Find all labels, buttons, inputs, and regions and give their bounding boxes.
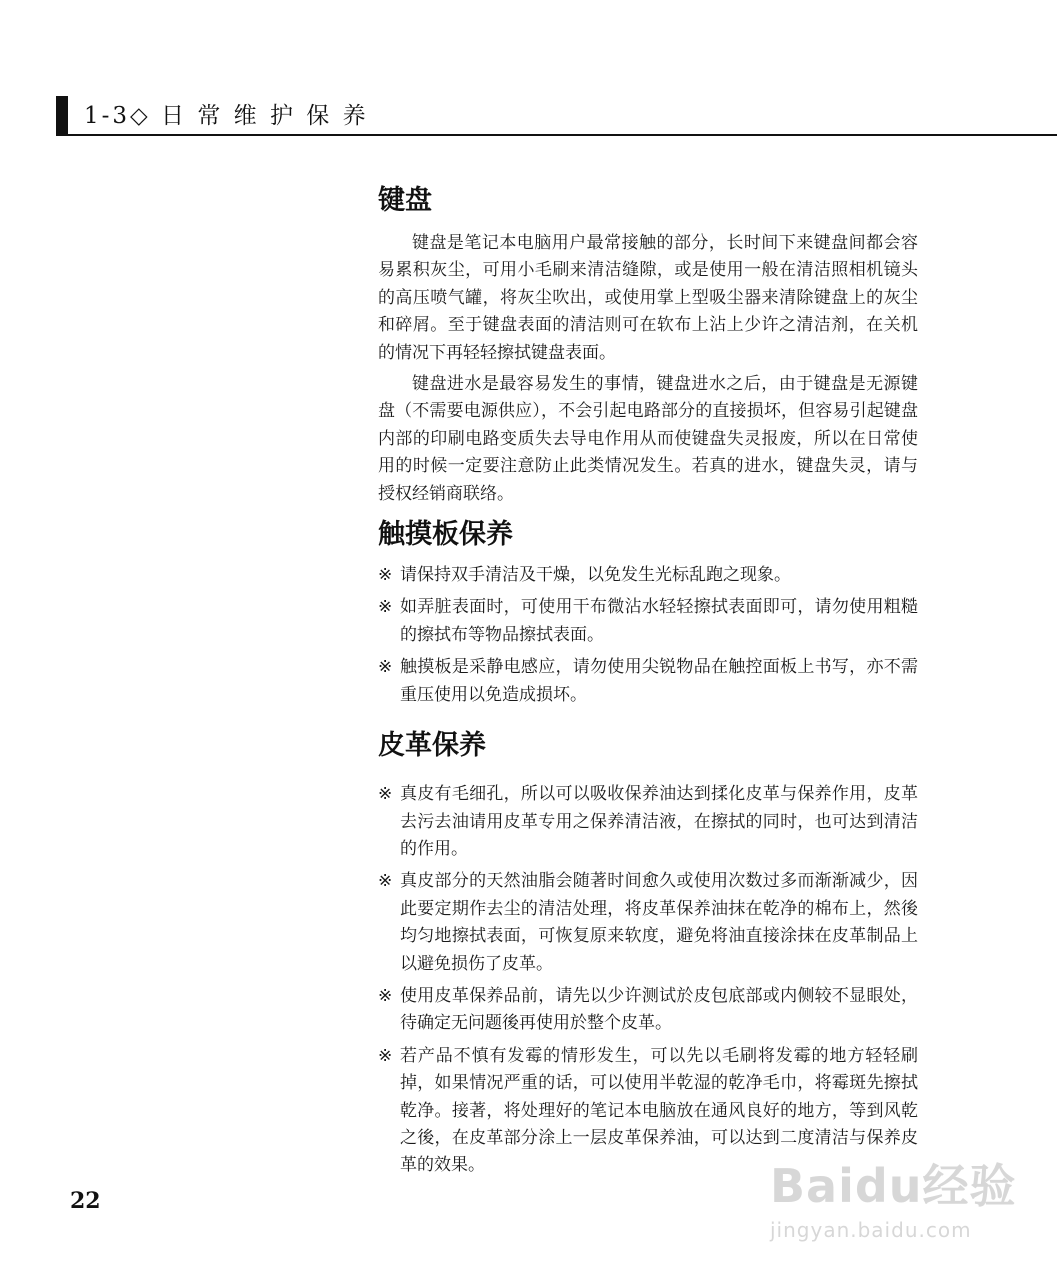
keyboard-heading: 键盘	[378, 185, 432, 216]
note-mark-icon: ※	[378, 1045, 393, 1066]
note-mark-icon: ※	[378, 657, 393, 678]
note-mark-icon: ※	[378, 565, 393, 586]
keyboard-paragraph-1: 键盘是笔记本电脑用户最常接触的部分，长时间下来键盘间都会容易累积灰尘，可用小毛刷来清洁缝隙，或是使用一般在清洁照相机镜头的高压喷气罐，将灰尘吹出，或使用掌上型吸尘器来清除键盘上的灰尘和碎屑。至于键盘表面的清洁则可在软布上沾上少许之清洁剂，在关机的情况下再轻轻擦拭键盘表面。	[378, 233, 918, 363]
note-mark-icon: ※	[378, 871, 393, 892]
section-header: 1-3◇ 日 常 维 护 保 养	[84, 103, 369, 129]
note-item	[378, 781, 918, 863]
watermark-logo: Baidu经验	[770, 1159, 1017, 1213]
note-item	[378, 654, 918, 709]
touchpad-notes	[378, 562, 918, 709]
page-number: 22	[70, 1188, 101, 1214]
note-item	[378, 594, 918, 649]
note-text: 如弄脏表面时，可使用干布微沾水轻轻擦拭表面即可，请勿使用粗糙的擦拭布等物品擦拭表面。	[400, 597, 918, 645]
note-text: 请保持双手清洁及干燥，以免发生光标乱跑之现象。	[400, 565, 791, 586]
note-mark-icon: ※	[378, 597, 393, 618]
note-text: 若产品不慎有发霉的情形发生，可以先以毛刷将发霉的地方轻轻刷掉，如果情况严重的话，可以使用半乾湿的乾净毛巾，将霉斑先擦拭乾净。接著，将处理好的笔记本电脑放在通风良好的地方，等到风乾之後，在皮革部分涂上一层皮革保养油，可以达到二度清洁与保养皮革的效果。	[400, 1045, 918, 1176]
touchpad-heading: 触摸板保养	[378, 519, 513, 551]
leather-notes	[378, 781, 918, 1180]
main-content	[378, 182, 918, 1185]
keyboard-paragraph-2: 键盘进水是最容易发生的事情，键盘进水之后，由于键盘是无源键盘（不需要电源供应），不会引起电路部分的直接损坏，但容易引起键盘内部的印刷电路变质失去导电作用从而使键盘失灵报废，所以在日常使用的时候一定要注意防止此类情况发生。若真的进水，键盘失灵，请与授权经销商联络。	[378, 374, 918, 504]
baidu-watermark	[740, 1140, 1040, 1260]
note-item	[378, 868, 918, 978]
header-bar	[56, 96, 68, 136]
note-text: 真皮有毛细孔，所以可以吸收保养油达到揉化皮革与保养作用，皮革去污去油请用皮革专用之保养清洁液，在擦拭的同时，也可达到清洁的作用。	[400, 784, 918, 859]
note-mark-icon: ※	[378, 784, 393, 805]
note-item	[378, 562, 918, 589]
note-text: 使用皮革保养品前，请先以少许测试於皮包底部或内侧较不显眼处，待确定无问题後再使用於整个皮革。	[400, 985, 918, 1034]
note-text: 触摸板是采静电感应，请勿使用尖锐物品在触控面板上书写，亦不需重压使用以免造成损坏。	[400, 657, 918, 705]
header-rule	[56, 134, 1057, 136]
watermark-url: jingyan.baidu.com	[770, 1218, 972, 1242]
note-text: 真皮部分的天然油脂会随著时间愈久或使用次数过多而渐渐减少，因此要定期作去尘的清洁处理，将皮革保养油抹在乾净的棉布上，然後均匀地擦拭表面，可恢复原来软度，避免将油直接涂抹在皮革制品上以避免损伤了皮革。	[400, 871, 918, 974]
note-item	[378, 983, 918, 1038]
leather-heading: 皮革保养	[378, 730, 486, 762]
note-mark-icon: ※	[378, 985, 393, 1006]
